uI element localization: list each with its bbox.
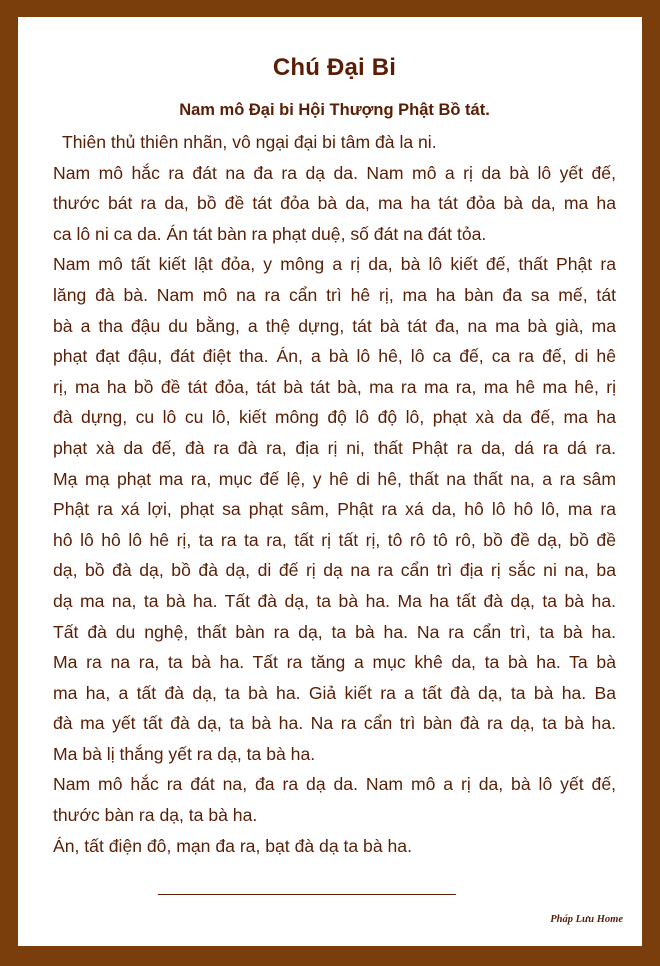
text-line: phạt đạt đậu, đát điệt tha. Án, a bà lô hê, lô ca đế, ca ra đế, di hê [53,346,616,367]
text-line: Tất đà du nghệ, thất bàn ra dạ, ta bà ha. Na ra cẩn trì, ta bà ha. [53,621,616,642]
text-line: hô lô hô lô hê rị, ta ra ta ra, tất rị tất rị, tô rô tô rô, bồ đề dạ, bồ đề [53,529,616,550]
text-line: phạt xà da đế, đà ra đà ra, địa rị ni, thất Phật ra da, dá ra dá ra. [53,437,616,458]
page-subtitle: Nam mô Đại bi Hội Thượng Phật Bồ tát. [179,101,490,119]
mantra-text [53,127,616,861]
text-line: Nam mô hắc ra đát na, đa ra dạ da. Nam mô a rị da, bà lô yết đế, [53,774,616,795]
text-line: thước bát ra da, bồ đề tát đỏa bà da, ma ha tát đỏa bà da, ma ha [53,193,616,214]
text-line: đà ma yết tất đà dạ, ta bà ha. Na ra cẩn trì bàn đà ra dạ, ta bà ha. [53,713,616,734]
text-line: lăng đà bà. Nam mô na ra cẩn trì hê rị, ma ha bàn đa sa mế, tát [53,284,616,305]
text-line: bà a tha đậu du bằng, a thệ dựng, tát bà tát đa, na ma bà già, ma [53,315,616,336]
text-line: ca lô ni ca da. Án tát bàn ra phạt duệ, số đát na đát tỏa. [53,223,487,244]
signature: Pháp Lưu Home [550,914,623,925]
text-line: Ma bà lị thắng yết ra dạ, ta bà ha. [53,743,316,764]
text-line: đà dựng, cu lô cu lô, kiết mông độ lô độ lô, phạt xà da đế, ma ha [53,407,616,428]
text-line: Thiên thủ thiên nhãn, vô ngại đại bi tâm đà la ni. [62,132,437,152]
text-line: ma ha, a tất đà dạ, ta bà ha. Giả kiết ra a tất đà dạ, ta bà ha. Ba [53,682,616,703]
text-line: dạ ma na, ta bà ha. Tất đà dạ, ta bà ha. Ma ha tất đà dạ, ta bà ha. [53,590,616,611]
text-line: Ma ra na ra, ta bà ha. Tất ra tăng a mục khê da, ta bà ha. Ta bà [53,652,616,673]
document-page [18,17,642,946]
text-line: thước bàn ra dạ, ta bà ha. [53,805,258,826]
text-line: Nam mô hắc ra đát na đa ra dạ da. Nam mô a rị da bà lô yết đế, [53,162,616,183]
text-line: rị, ma ha bồ đề tát đỏa, tát bà tát bà, ma ra ma ra, ma hê ma hê, rị [53,376,616,397]
text-line: dạ, bồ đà dạ, bồ đà dạ, di đế rị dạ na ra cẩn trì địa rị sắc ni na, ba [53,560,616,581]
page-title: Chú Đại Bi [272,54,397,81]
divider [158,894,456,895]
text-line: Nam mô tất kiết lật đỏa, y mông a rị da, bà lô kiết đế, thất Phật ra [53,254,616,275]
text-line: Mạ mạ phạt ma ra, mục đế lệ, y hê di hê, thất na thất na, a ra sâm [53,468,616,489]
text-line: Án, tất điện đô, mạn đa ra, bạt đà dạ ta bà ha. [53,835,412,856]
text-line: Phật ra xá lợi, phạt sa phạt sâm, Phật ra xá da, hô lô hô lô, ma ra [53,499,616,520]
